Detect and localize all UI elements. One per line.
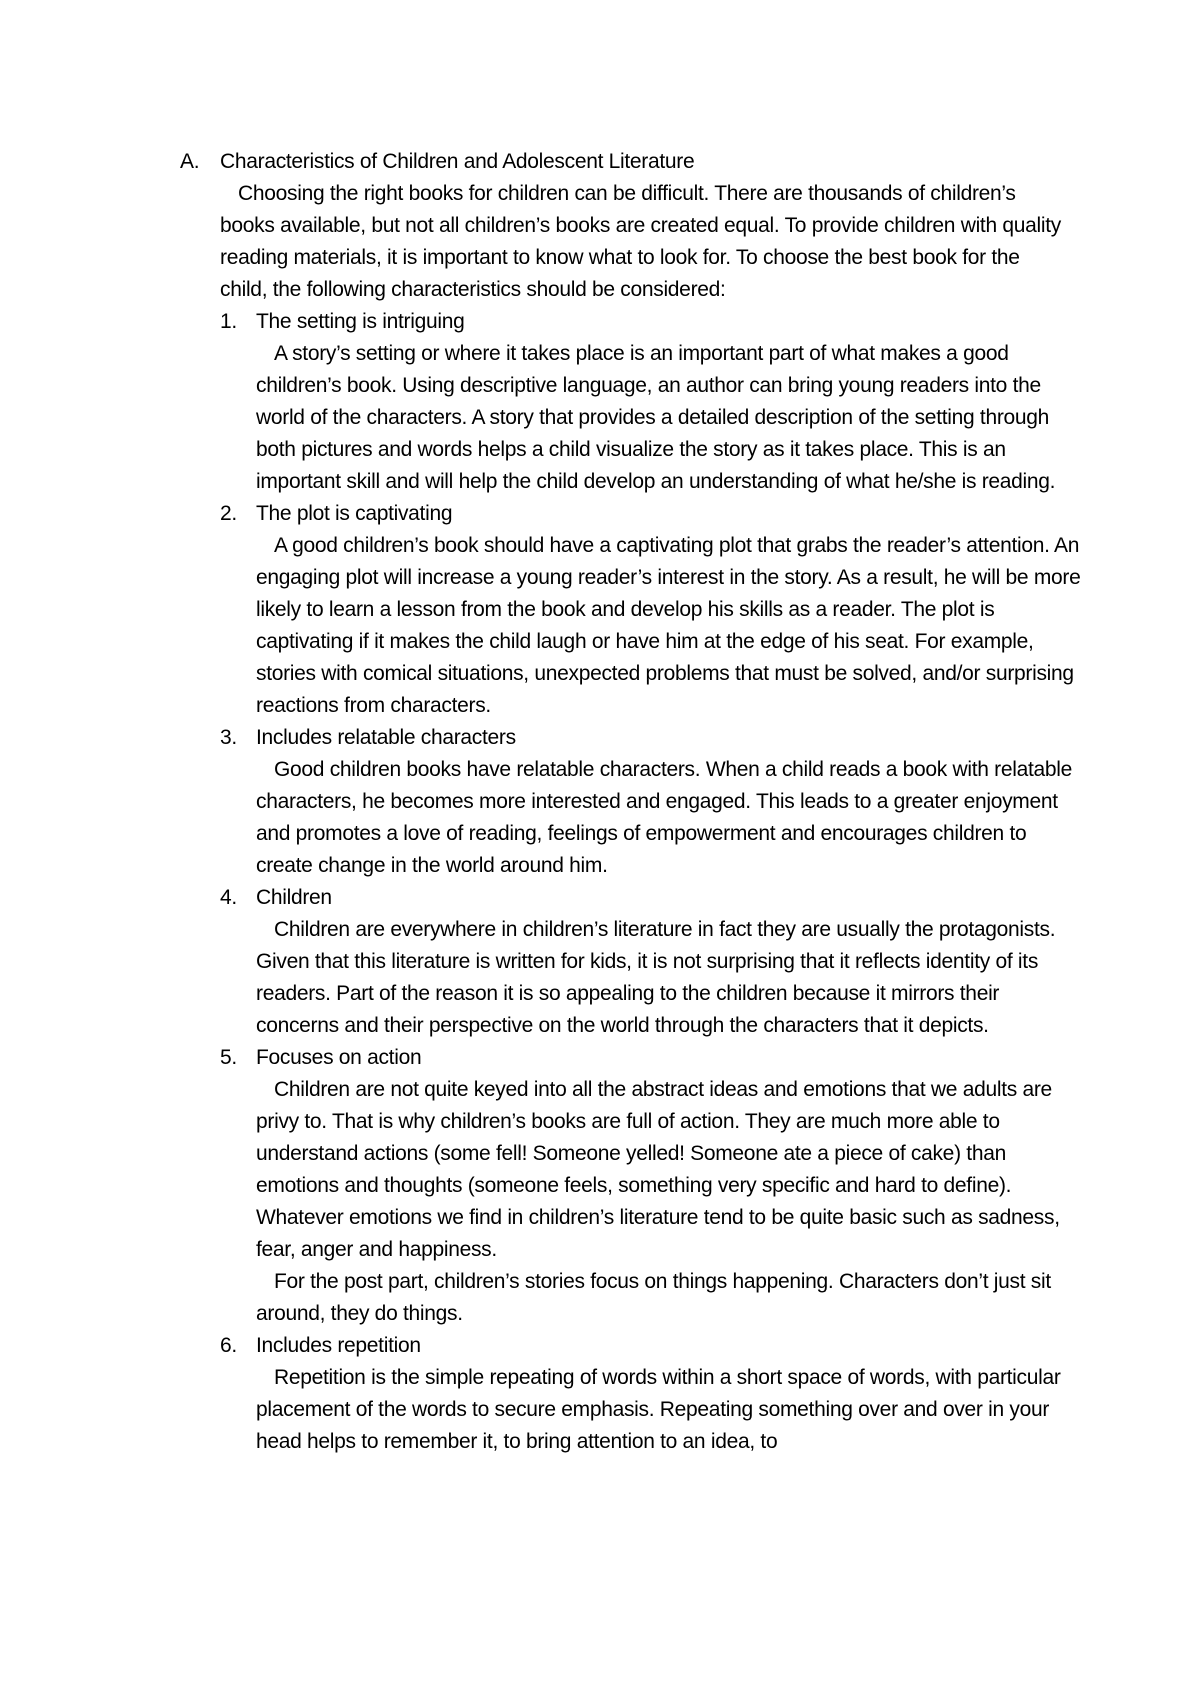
item-number: 5.: [220, 1046, 237, 1069]
item-title: The plot is captivating: [256, 502, 453, 525]
item-number: 4.: [220, 886, 237, 909]
list-item: [220, 882, 1080, 1042]
item-title: The setting is intriguing: [256, 310, 465, 333]
list-item: [220, 722, 1080, 882]
item-heading: [220, 498, 1080, 530]
item-paragraph: A story’s setting or where it takes place is an important part of what makes a good children’s book. Using descriptive language, an author can bring young readers into the world of the characters. A story that provides a detailed description of the setting through both pictures and words helps a child visualize the story as it takes place. This is an important skill and will help the child develop an understanding of what he/she is reading.: [256, 342, 1056, 493]
section-title: Characteristics of Children and Adolescent Literature: [220, 150, 695, 173]
list-item: [220, 1330, 1080, 1458]
item-number: 3.: [220, 726, 237, 749]
item-paragraph: A good children’s book should have a captivating plot that grabs the reader’s attention. An engaging plot will increase a young reader’s interest in the story. As a result, he will be more likely to learn a lesson from the book and develop his skills as a reader. The plot is captivating if it makes the child laugh or have him at the edge of his seat. For example, stories with comical situations, unexpected problems that must be solved, and/or surprising reactions from characters.: [256, 534, 1081, 717]
item-heading: [220, 722, 1080, 754]
item-paragraph: Children are not quite keyed into all the abstract ideas and emotions that we adults are privy to. That is why children’s books are full of action. They are much more able to understand actions (some fell! Someone yelled! Someone ate a piece of cake) than emotions and thoughts (someone feels, something very specific and hard to define). Whatever emotions we find in children’s literature tend to be quite basic such as sadness, fear, anger and happiness.: [256, 1078, 1060, 1261]
list-item: [220, 1042, 1080, 1330]
item-title: Includes repetition: [256, 1334, 421, 1357]
item-number: 6.: [220, 1334, 237, 1357]
section-letter: A.: [180, 150, 200, 173]
item-heading: [220, 306, 1080, 338]
list-item: [220, 306, 1080, 498]
characteristics-list: [180, 306, 1080, 1458]
section-intro: Choosing the right books for children can be difficult. There are thousands of children’s books available, but not all children’s books are created equal. To provide children with quality reading materials, it is important to know what to look for. To choose the best book for the child, the following characteristics should be considered:: [220, 182, 1061, 301]
item-paragraph: For the post part, children’s stories focus on things happening. Characters don’t just sit around, they do things.: [256, 1270, 1051, 1325]
item-title: Includes relatable characters: [256, 726, 516, 749]
item-heading: [220, 882, 1080, 914]
document-content: [180, 146, 1080, 1458]
item-paragraph: Repetition is the simple repeating of words within a short space of words, with particular placement of the words to secure emphasis. Repeating something over and over in your head helps to remember it, to bring attention to an idea, to: [256, 1366, 1061, 1453]
item-number: 2.: [220, 502, 237, 525]
item-paragraph: Children are everywhere in children’s literature in fact they are usually the protagonists. Given that this literature is written for kids, it is not surprising that it reflects identity of its readers. Part of the reason it is so appealing to the children because it mirrors their concerns and their perspective on the world through the characters that it depicts.: [256, 918, 1056, 1037]
item-number: 1.: [220, 310, 237, 333]
item-title: Focuses on action: [256, 1046, 422, 1069]
list-item: [220, 498, 1080, 722]
item-paragraph: Good children books have relatable characters. When a child reads a book with relatable characters, he becomes more interested and engaged. This leads to a greater enjoyment and promotes a love of reading, feelings of empowerment and encourages children to create change in the world around him.: [256, 758, 1073, 877]
section-heading: [180, 146, 1080, 178]
item-heading: [220, 1042, 1080, 1074]
item-title: Children: [256, 886, 332, 909]
item-heading: [220, 1330, 1080, 1362]
